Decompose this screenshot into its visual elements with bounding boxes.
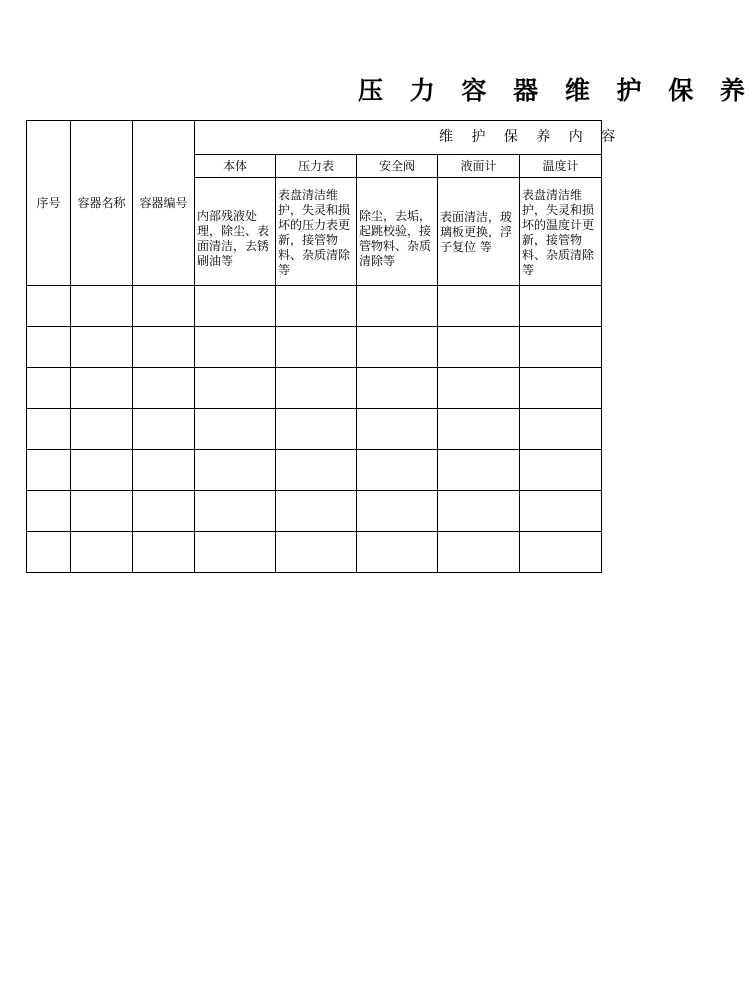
table-cell[interactable] — [71, 491, 133, 532]
table-cell[interactable] — [71, 327, 133, 368]
table-cell[interactable] — [195, 368, 276, 409]
table-cell[interactable] — [357, 368, 438, 409]
table-row — [27, 491, 602, 532]
table-cell[interactable] — [357, 491, 438, 532]
table-row — [27, 368, 602, 409]
desc-safety-valve-text: 除尘，去垢，起跳校验，接管物料、杂质清除等 — [359, 208, 432, 268]
desc-level-gauge-text: 表面清洁，玻璃板更换，浮子复位 等 — [440, 210, 513, 254]
desc-level-gauge — [438, 178, 520, 286]
maintenance-content-label: 维 护 保 养 内 容 — [439, 129, 623, 145]
maintenance-content-header — [195, 121, 623, 155]
table-cell[interactable] — [27, 286, 71, 327]
table-cell[interactable] — [133, 368, 195, 409]
table-cell[interactable] — [357, 409, 438, 450]
table-cell[interactable] — [195, 327, 276, 368]
desc-pressure-gauge — [276, 178, 357, 286]
sub-header-thermometer: 温度计 — [520, 155, 602, 178]
table-row — [27, 450, 602, 491]
table-cell[interactable] — [520, 491, 602, 532]
table-row — [27, 286, 602, 327]
table-cell[interactable] — [520, 409, 602, 450]
table-cell[interactable] — [520, 532, 602, 573]
table-row — [27, 327, 602, 368]
table-cell[interactable] — [133, 286, 195, 327]
table-cell[interactable] — [357, 286, 438, 327]
table-cell[interactable] — [438, 491, 520, 532]
table-cell[interactable] — [438, 532, 520, 573]
table-cell[interactable] — [133, 532, 195, 573]
sub-header-level-gauge: 液面计 — [438, 155, 520, 178]
table-cell[interactable] — [27, 327, 71, 368]
table-row — [27, 532, 602, 573]
table-cell[interactable] — [438, 450, 520, 491]
col-name-header: 容器名称 — [71, 121, 133, 286]
sub-header-safety-valve: 安全阀 — [357, 155, 438, 178]
table-cell[interactable] — [71, 286, 133, 327]
table-cell[interactable] — [520, 286, 602, 327]
maintenance-table — [26, 120, 623, 573]
table-cell[interactable] — [357, 450, 438, 491]
document-title: 压 力 容 器 维 护 保 养 — [358, 76, 754, 105]
table-cell[interactable] — [71, 450, 133, 491]
table-cell[interactable] — [520, 368, 602, 409]
desc-thermometer-text: 表盘清洁维护，失灵和损坏的温度计更新，接管物料、杂质清除等 — [522, 187, 595, 277]
table-row — [27, 409, 602, 450]
table-cell[interactable] — [438, 409, 520, 450]
desc-body-text: 内部残液处理，除尘、表面清洁，去锈刷油等 — [197, 208, 270, 268]
col-number-header: 容器编号 — [133, 121, 195, 286]
table-cell[interactable] — [195, 450, 276, 491]
table-cell[interactable] — [133, 450, 195, 491]
table-cell[interactable] — [27, 491, 71, 532]
table-cell[interactable] — [520, 327, 602, 368]
table-cell[interactable] — [276, 450, 357, 491]
desc-body — [195, 178, 276, 286]
table-cell[interactable] — [27, 409, 71, 450]
table-cell[interactable] — [276, 491, 357, 532]
table-cell[interactable] — [438, 368, 520, 409]
col-serial-header: 序号 — [27, 121, 71, 286]
table-cell[interactable] — [438, 286, 520, 327]
sub-header-body: 本体 — [195, 155, 276, 178]
table-cell[interactable] — [195, 409, 276, 450]
table-cell[interactable] — [276, 532, 357, 573]
table-cell[interactable] — [276, 368, 357, 409]
table-cell[interactable] — [357, 327, 438, 368]
table-cell[interactable] — [27, 368, 71, 409]
table-cell[interactable] — [71, 368, 133, 409]
sub-header-pressure-gauge: 压力表 — [276, 155, 357, 178]
desc-safety-valve — [357, 178, 438, 286]
table-cell[interactable] — [357, 532, 438, 573]
table-cell[interactable] — [133, 409, 195, 450]
table-cell[interactable] — [276, 286, 357, 327]
table-cell[interactable] — [71, 532, 133, 573]
desc-thermometer — [520, 178, 602, 286]
table-cell[interactable] — [276, 409, 357, 450]
table-cell[interactable] — [133, 491, 195, 532]
table-cell[interactable] — [276, 327, 357, 368]
table-cell[interactable] — [133, 327, 195, 368]
table-cell[interactable] — [195, 491, 276, 532]
table-cell[interactable] — [27, 532, 71, 573]
table-cell[interactable] — [195, 286, 276, 327]
empty-rows — [27, 286, 602, 573]
table-cell[interactable] — [438, 327, 520, 368]
table-cell[interactable] — [520, 450, 602, 491]
table-cell[interactable] — [27, 450, 71, 491]
table-cell[interactable] — [71, 409, 133, 450]
desc-pressure-gauge-text: 表盘清洁维护，失灵和损坏的压力表更新，接管物料、杂质清除等 — [278, 187, 351, 277]
table-cell[interactable] — [195, 532, 276, 573]
